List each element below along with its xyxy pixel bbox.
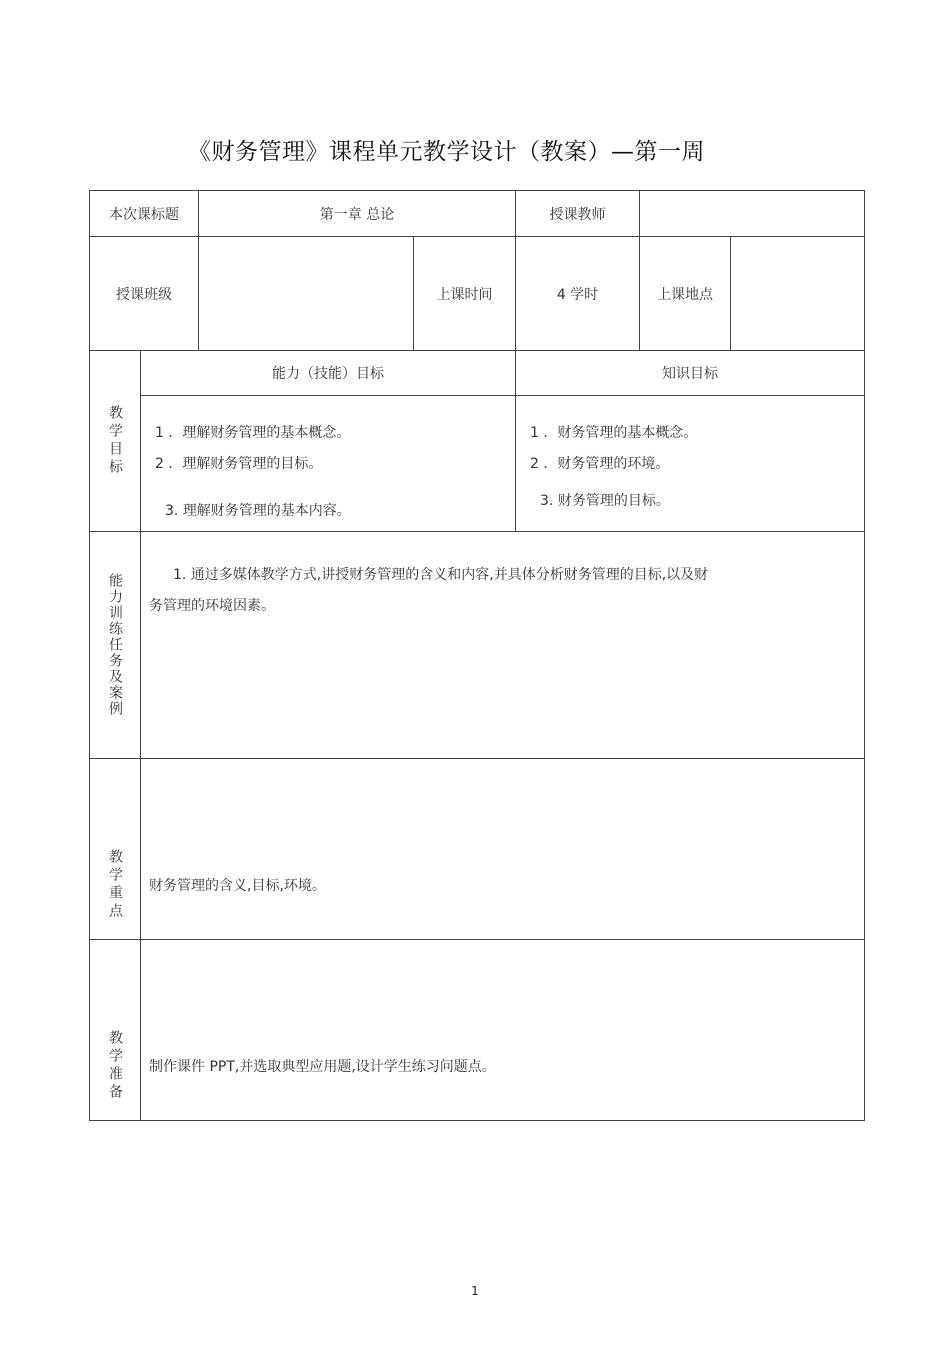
time-label: 上课时间 bbox=[414, 237, 516, 351]
tasks-line-1: 1. 通过多媒体教学方式,讲授财务管理的含义和内容,并具体分析财务管理的目标,以及财 bbox=[173, 567, 709, 583]
knowledge-header: 知识目标 bbox=[516, 351, 865, 396]
ability-goal-2: 2 ．理解财务管理的目标。 bbox=[155, 456, 323, 472]
focus-content-cell bbox=[141, 759, 865, 940]
place-label: 上课地点 bbox=[640, 237, 731, 351]
row-class-info bbox=[90, 237, 865, 351]
place-value bbox=[731, 237, 865, 351]
knowledge-goals bbox=[516, 396, 865, 532]
prep-side-text: 教学准备 bbox=[107, 1030, 123, 1102]
focus-content: 财务管理的含义,目标,环境。 bbox=[149, 878, 326, 894]
row-focus bbox=[90, 759, 865, 940]
prep-content: 制作课件 PPT,并选取典型应用题,设计学生练习问题点。 bbox=[149, 1059, 496, 1075]
tasks-line-2: 务管理的环境因素。 bbox=[149, 598, 275, 614]
lesson-plan-table bbox=[89, 190, 865, 1121]
row-objective-headers bbox=[90, 351, 865, 396]
prep-content-cell bbox=[141, 940, 865, 1121]
ability-goal-1: 1 ．理解财务管理的基本概念。 bbox=[155, 425, 351, 441]
knowledge-goal-1: 1 ．财务管理的基本概念。 bbox=[530, 425, 698, 441]
knowledge-goal-3: 3. 财务管理的目标。 bbox=[540, 493, 670, 509]
focus-side-text: 教学重点 bbox=[107, 849, 123, 921]
topic-value: 第一章 总论 bbox=[199, 191, 516, 237]
class-label: 授课班级 bbox=[90, 237, 199, 351]
topic-label: 本次课标题 bbox=[90, 191, 199, 237]
row-tasks bbox=[90, 532, 865, 759]
ability-goals bbox=[141, 396, 516, 532]
ability-goal-3: 3. 理解财务管理的基本内容。 bbox=[165, 503, 351, 519]
document-title: 《财务管理》课程单元教学设计（教案）—第一周 bbox=[188, 139, 705, 165]
ability-header: 能力（技能）目标 bbox=[141, 351, 516, 396]
tasks-side-label bbox=[90, 532, 141, 759]
row-topic bbox=[90, 191, 865, 237]
row-objective-content bbox=[90, 396, 865, 532]
teacher-value bbox=[640, 191, 865, 237]
tasks-side-text: 能力训练任务及案例 bbox=[107, 573, 123, 717]
knowledge-goal-2: 2 ．财务管理的环境。 bbox=[530, 456, 670, 472]
row-prep bbox=[90, 940, 865, 1121]
page-number: 1 bbox=[471, 1284, 479, 1298]
teacher-label: 授课教师 bbox=[516, 191, 640, 237]
prep-side-label bbox=[90, 940, 141, 1121]
objectives-side-label bbox=[90, 351, 141, 532]
tasks-content bbox=[141, 532, 865, 759]
focus-side-label bbox=[90, 759, 141, 940]
class-value bbox=[199, 237, 414, 351]
objectives-side-text: 教学目标 bbox=[107, 405, 123, 477]
time-value: 4 学时 bbox=[516, 237, 640, 351]
